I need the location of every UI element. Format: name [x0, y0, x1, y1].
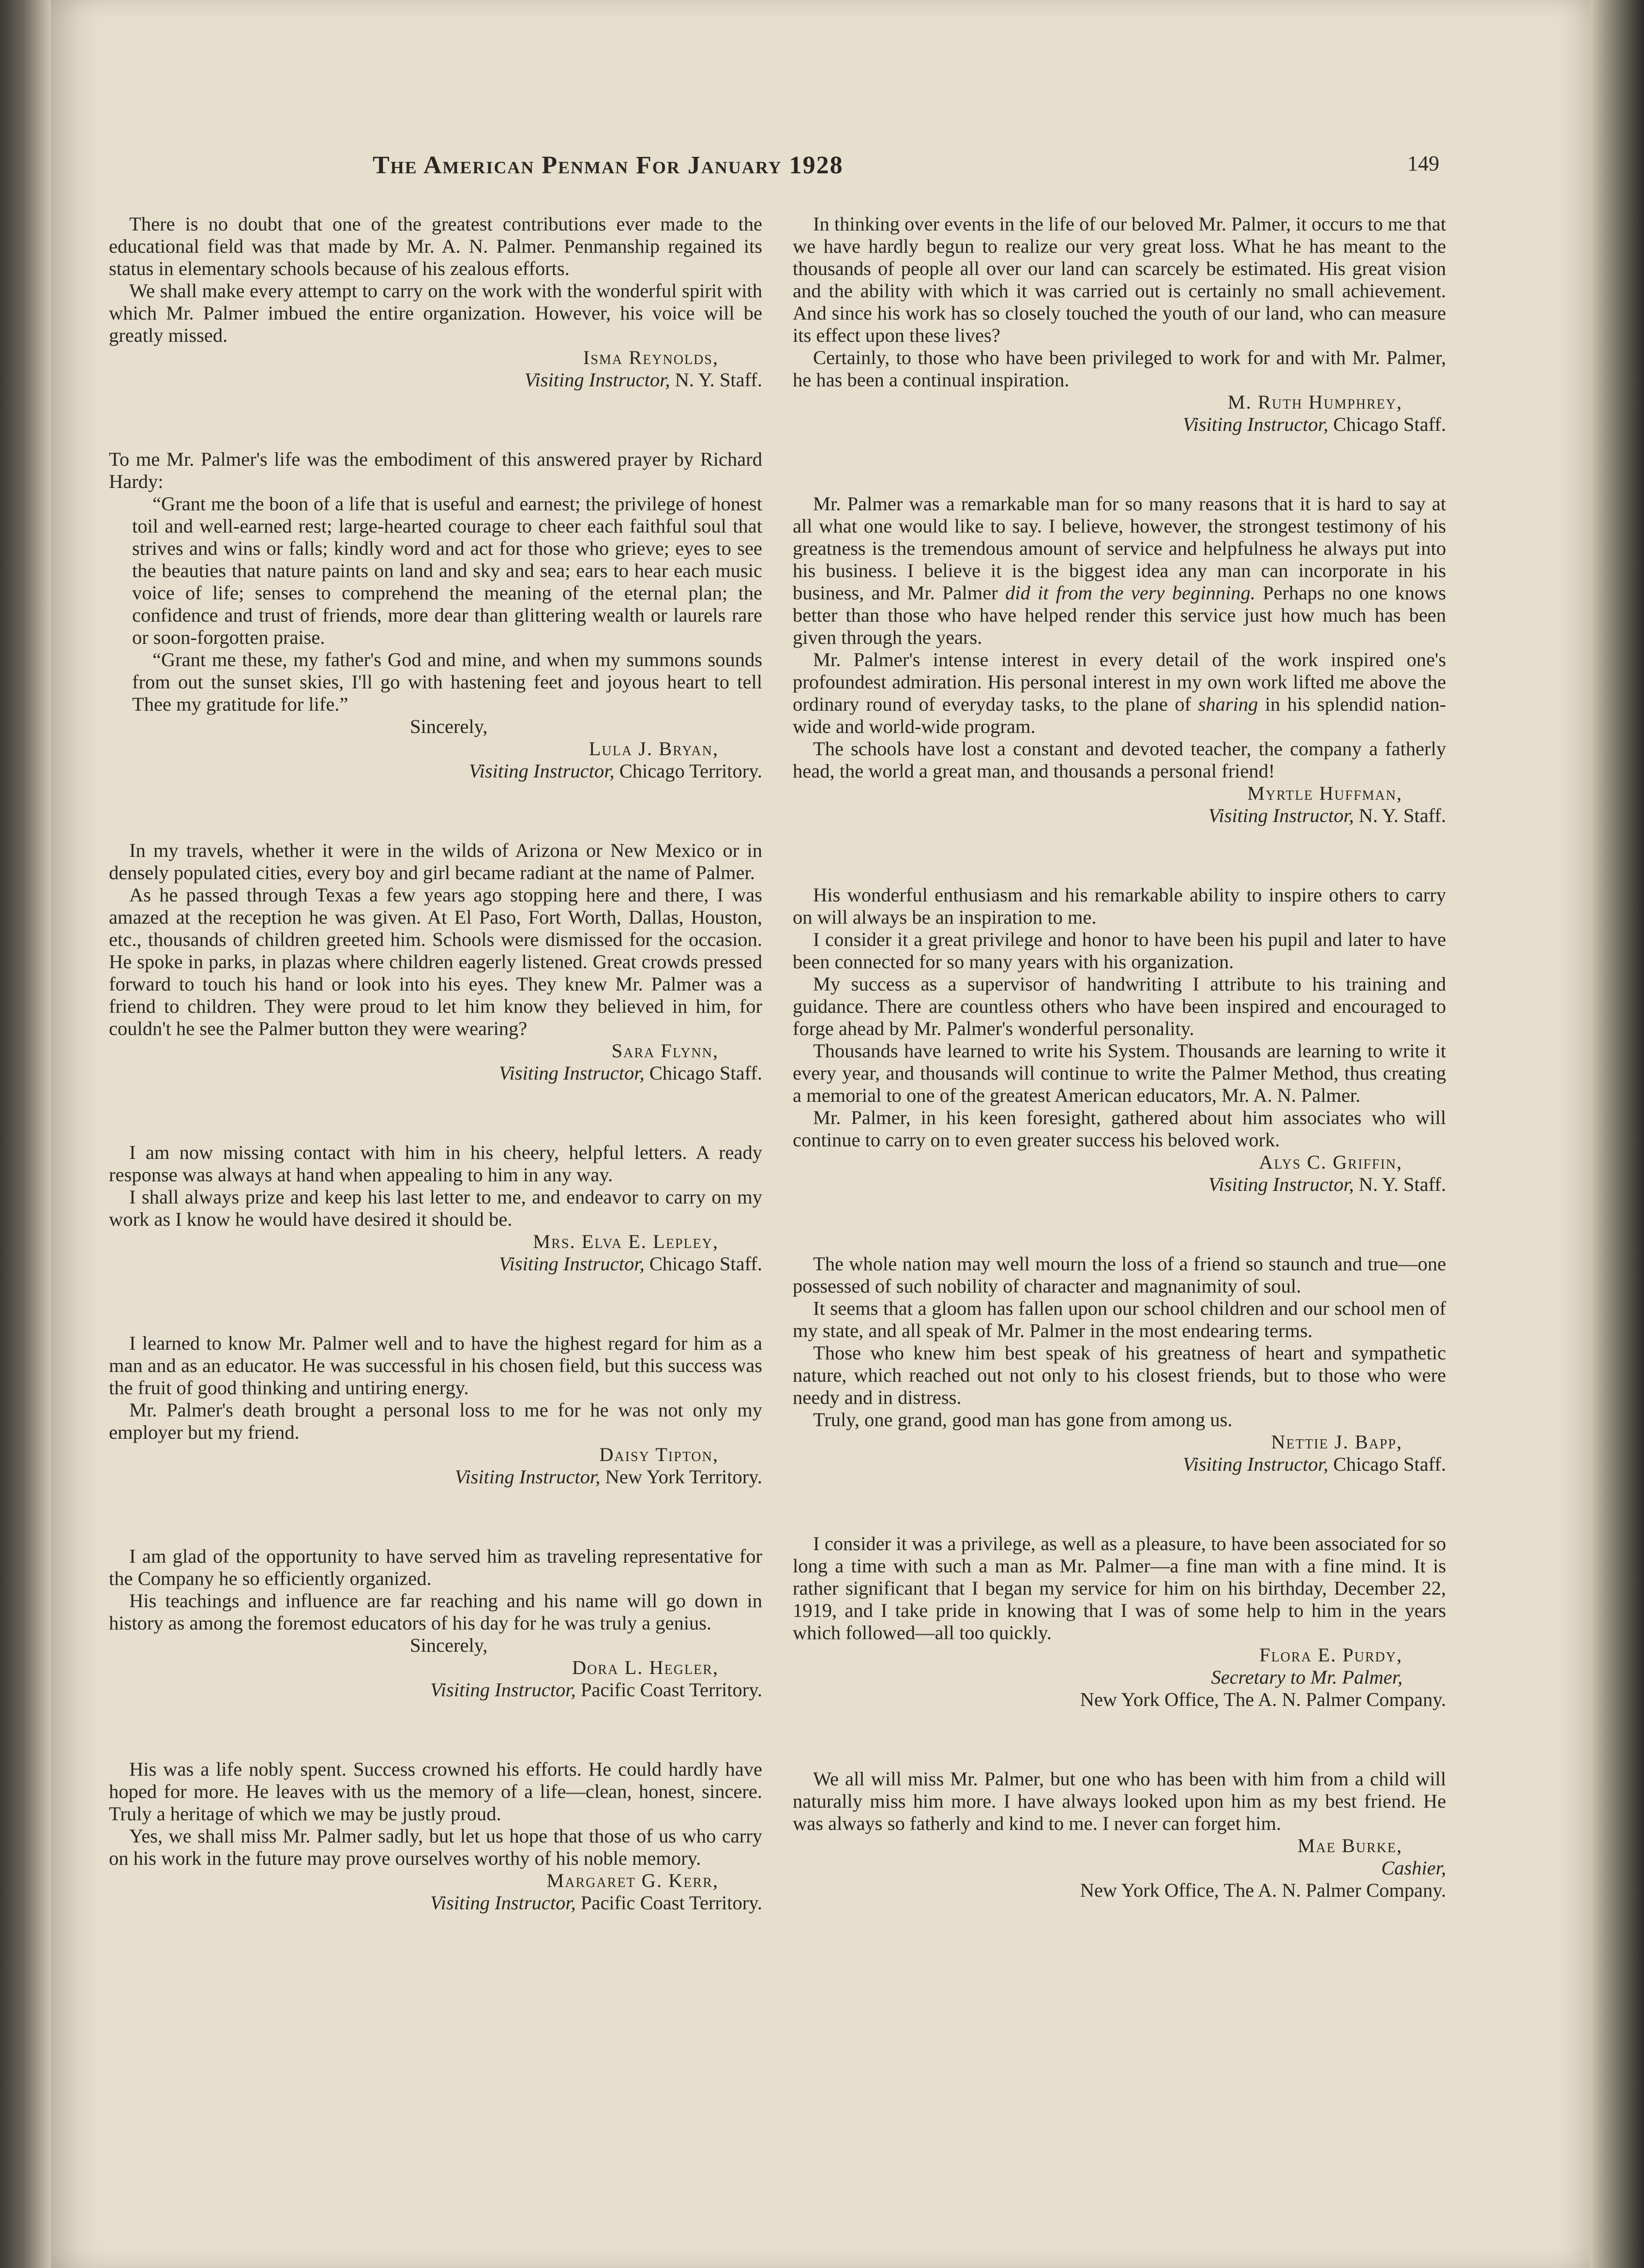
tribute-bryan	[109, 448, 762, 782]
signature-title: Visiting Instructor, New York Territory.	[454, 1466, 762, 1488]
book-gutter-left	[0, 0, 51, 2268]
paragraph: In thinking over events in the life of our beloved Mr. Palmer, it occurs to me that we have hardly begun to realize our very great loss. What he has meant to the thousands of people all over our land can scarcely be estimated. His great vision and the ability with which it was carried out is certainly no small achievement. And since his work has so closely touched the youth of our land, who can measure its effect upon these lives?	[793, 213, 1446, 346]
paragraph: I shall always prize and keep his last letter to me, and endeavor to carry on my work as I know he would have desired it should be.	[109, 1186, 762, 1230]
signature-title: Visiting Instructor, Chicago Staff.	[1182, 1453, 1446, 1475]
tribute-purdy	[793, 1533, 1446, 1711]
paragraph: Mr. Palmer's intense interest in every detail of the work inspired one's profoundest admiration. His personal interest in my own work lifted me above the ordinary round of everyday tasks, to the plane of sharing in his splendid nation-wide and world-wide program.	[793, 649, 1446, 737]
paragraph: It seems that a gloom has fallen upon our school children and our school men of my state, and all speak of Mr. Palmer in the most endearing terms.	[793, 1297, 1446, 1341]
signature-office: New York Office, The A. N. Palmer Company.	[1080, 1689, 1446, 1710]
signature-title: Visiting Instructor, Chicago Staff.	[498, 1062, 762, 1084]
signature-title: Visiting Instructor, Chicago Staff.	[498, 1253, 762, 1275]
tribute-lepley	[109, 1142, 762, 1275]
paragraph: Mr. Palmer was a remarkable man for so many reasons that it is hard to say at all what one would like to say. I believe, however, the strongest testimony of his greatness is the tremendous amount of service and helpfulness he always put into his business. I believe it is the biggest idea any man can incorporate in his business, and Mr. Palmer did it from the very beginning. Perhaps no one knows better than those who have helped render this service just how much has been given through the years.	[793, 493, 1446, 648]
paragraph: Mr. Palmer's death brought a personal loss to me for he was not only my employer but my friend.	[109, 1399, 762, 1443]
paragraph: To me Mr. Palmer's life was the embodiment of this answered prayer by Richard Hardy:	[109, 448, 762, 492]
tribute-kerr	[109, 1758, 762, 1914]
signature-title: Visiting Instructor, N. Y. Staff.	[1208, 1173, 1446, 1195]
paragraph: Thousands have learned to write his System. Thousands are learning to write it every year, and thousands will continue to write the Palmer Method, thus creating a memorial to one of the greatest American educators, Mr. A. N. Palmer.	[793, 1040, 1446, 1106]
paragraph: I consider it was a privilege, as well as a pleasure, to have been associated for so long a time with such a man as Mr. Palmer—a fine man with a fine mind. It is rather significant that I began my service for him on his birthday, December 22, 1919, and I take pride in knowing that I was of some help to him in the years which followed—all too quickly.	[793, 1533, 1446, 1644]
paragraph: We all will miss Mr. Palmer, but one who has been with him from a child will naturally miss him more. I have always looked upon him as my best friend. He was always so fatherly and kind to me. I never can forget him.	[793, 1768, 1446, 1834]
paragraph: His teachings and influence are far reaching and his name will go down in history as among the foremost educators of his day for he was truly a genius.	[109, 1590, 762, 1634]
book-edge-right	[1590, 0, 1644, 2268]
right-column	[793, 213, 1446, 1959]
tribute-tipton	[109, 1332, 762, 1488]
paragraph: Yes, we shall miss Mr. Palmer sadly, but let us hope that those of us who carry on his work in the future may prove ourselves worthy of his noble memory.	[109, 1825, 762, 1869]
signature-name: Myrtle Huffman,	[1247, 782, 1403, 804]
paragraph: Truly, one grand, good man has gone from among us.	[813, 1409, 1233, 1431]
paragraph: I am now missing contact with him in his cheery, helpful letters. A ready response was always at hand when appealing to him in any way.	[109, 1142, 762, 1186]
signature-name: Margaret G. Kerr,	[546, 1870, 719, 1891]
signature-name: Dora L. Hegler,	[572, 1657, 719, 1678]
signature-name: Lula J. Bryan,	[588, 738, 719, 760]
signature-name: M. Ruth Humphrey,	[1227, 391, 1403, 413]
tribute-griffin	[793, 884, 1446, 1196]
signature-office: New York Office, The A. N. Palmer Company.	[1080, 1879, 1446, 1901]
quoted-prayer: “Grant me these, my father's God and mine, and when my summons sounds from out the sunset skies, I'll go with hastening feet and joyous heart to tell Thee my gratitude for life.”	[132, 649, 762, 715]
signature-name: Daisy Tipton,	[599, 1444, 719, 1465]
closing: Sincerely,	[410, 1634, 488, 1656]
signature-name: Mae Burke,	[1297, 1835, 1403, 1857]
paragraph: Those who knew him best speak of his greatness of heart and sympathetic nature, which reached out not only to his closest friends, but to those who were needy and in distress.	[793, 1342, 1446, 1408]
paragraph: His was a life nobly spent. Success crowned his efforts. He could hardly have hoped for more. He leaves with us the memory of a life—clean, honest, sincere. Truly a heritage of which we may be justly proud.	[109, 1758, 762, 1825]
tribute-bapp	[793, 1253, 1446, 1476]
signature-title: Visiting Instructor, Pacific Coast Territory.	[430, 1892, 762, 1914]
signature-title: Cashier,	[1381, 1857, 1446, 1879]
paragraph: As he passed through Texas a few years ago stopping here and there, I was amazed at the reception he was given. At El Paso, Fort Worth, Dallas, Houston, etc., thousands of children greeted him. Schools were dismissed for the occasion. He spoke in parks, in plazas where children eagerly listened. Great crowds pressed forward to touch his hand or look into his eyes. They knew Mr. Palmer was a friend to children. They were proud to let him know they believed in him, for couldn't he see the Palmer button they were wearing?	[109, 884, 762, 1039]
signature-title: Visiting Instructor, Chicago Territory.	[468, 760, 762, 782]
tribute-humphrey	[793, 213, 1446, 436]
page-number: 149	[1407, 152, 1439, 175]
paragraph: There is no doubt that one of the greatest contributions ever made to the educational field was that made by Mr. A. N. Palmer. Penmanship regained its status in elementary schools because of his zealous efforts.	[109, 213, 762, 279]
quoted-prayer: “Grant me the boon of a life that is useful and earnest; the privilege of honest toil and well-earned rest; large-hearted courage to cheer each faithful soul that strives and wins or falls; kindly word and act for those who grieve; eyes to see the beauties that nature paints on land and sky and sea; ears to hear each music voice of life; senses to comprehend the meaning of the eternal plan; the confidence and trust of friends, more dear than glittering wealth or laurels rare or soon-forgotten praise.	[132, 493, 762, 648]
tribute-reynolds	[109, 213, 762, 391]
paragraph: The whole nation may well mourn the loss of a friend so staunch and true—one possessed of such nobility of character and magnanimity of soul.	[793, 1253, 1446, 1297]
paragraph: I am glad of the opportunity to have served him as traveling representative for the Company he so efficiently organized.	[109, 1545, 762, 1589]
signature-title: Visiting Instructor, N. Y. Staff.	[1208, 805, 1446, 826]
left-column	[109, 213, 762, 1971]
tribute-flynn	[109, 839, 762, 1084]
paragraph: In my travels, whether it were in the wilds of Arizona or New Mexico or in densely populated cities, every boy and girl became radiant at the name of Palmer.	[109, 839, 762, 883]
tribute-huffman	[793, 493, 1446, 827]
signature-name: Alys C. Griffin,	[1259, 1151, 1403, 1173]
paragraph: Certainly, to those who have been privileged to work for and with Mr. Palmer, he has been a continual inspiration.	[793, 347, 1446, 391]
signature-name: Nettie J. Bapp,	[1271, 1431, 1403, 1453]
paragraph: I learned to know Mr. Palmer well and to have the highest regard for him as a man and as an educator. He was successful in his chosen field, but this success was the fruit of good thinking and untiring energy.	[109, 1332, 762, 1399]
tribute-hegler	[109, 1545, 762, 1701]
paragraph: I consider it a great privilege and honor to have been his pupil and later to have been connected for so many years with his organization.	[793, 929, 1446, 973]
paragraph: My success as a supervisor of handwriting I attribute to his training and guidance. There are countless others who have been inspired and encouraged to forge ahead by Mr. Palmer's wonderful personality.	[793, 973, 1446, 1039]
paragraph: The schools have lost a constant and devoted teacher, the company a fatherly head, the world a great man, and thousands a personal friend!	[793, 738, 1446, 782]
tribute-burke	[793, 1768, 1446, 1902]
signature-name: Isma Reynolds,	[583, 347, 719, 368]
signature-title: Secretary to Mr. Palmer,	[1211, 1666, 1403, 1688]
signature-name: Mrs. Elva E. Lepley,	[533, 1231, 719, 1252]
paragraph: His wonderful enthusiasm and his remarkable ability to inspire others to carry on will always be an inspiration to me.	[793, 884, 1446, 928]
running-title: The American Penman For January 1928	[373, 152, 844, 179]
closing: Sincerely,	[410, 715, 488, 737]
paragraph: Mr. Palmer, in his keen foresight, gathered about him associates who will continue to carry on to even greater success his beloved work.	[793, 1107, 1446, 1151]
signature-title: Visiting Instructor, Chicago Staff.	[1182, 413, 1446, 435]
signature-title: Visiting Instructor, N. Y. Staff.	[524, 369, 762, 391]
signature-name: Sara Flynn,	[611, 1040, 719, 1062]
signature-name: Flora E. Purdy,	[1259, 1644, 1403, 1666]
paragraph: We shall make every attempt to carry on the work with the wonderful spirit with which Mr. Palmer imbued the entire organization. However, his voice will be greatly missed.	[109, 280, 762, 346]
signature-title: Visiting Instructor, Pacific Coast Territory.	[430, 1679, 762, 1701]
